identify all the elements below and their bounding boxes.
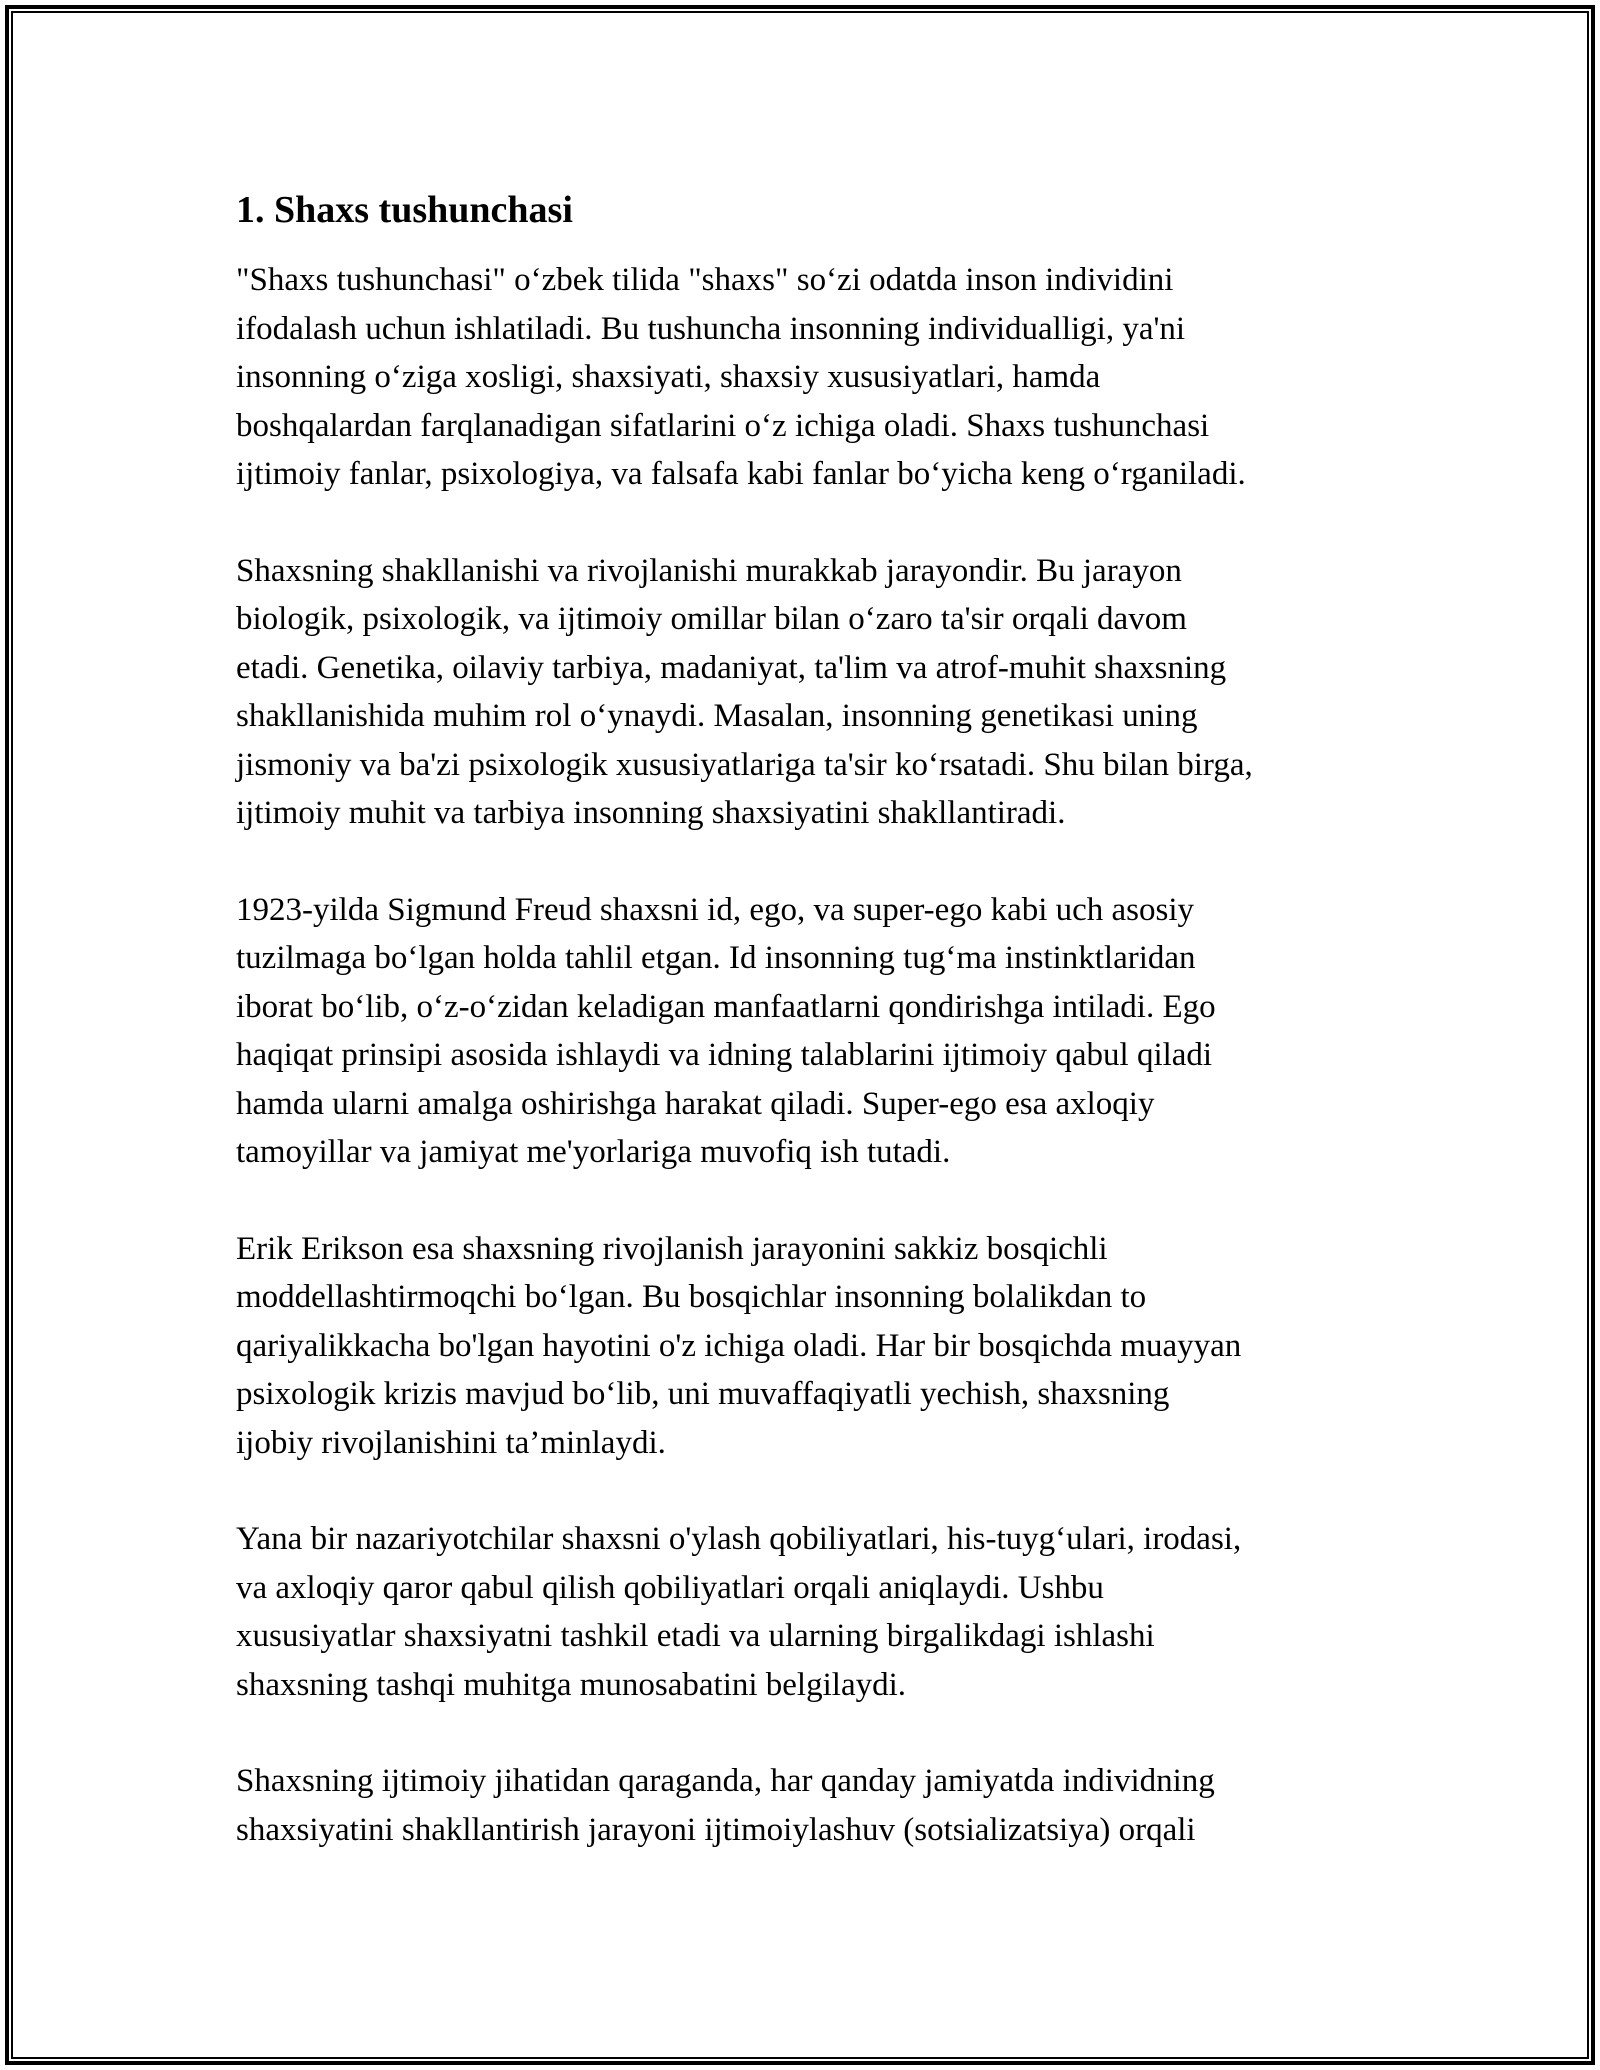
section-heading: 1. Shaxs tushunchasi <box>236 189 573 231</box>
paragraph-theorists: Yana bir nazariyotchilar shaxsni o'ylash qobiliyatlari, his-tuyg‘ulari, irodasi, va axloqiy qaror qabul qilish qobiliyatlari orqali aniqlaydi. Ushbu xususiyatlar shaxsiyatni tashkil etadi va ularning birgalikdagi ishlashi shaxsning tashqi muhitga munosabatini belgilaydi. <box>236 1521 1242 1703</box>
paragraph-erikson: Erik Erikson esa shaxsning rivojlanish jarayonini sakkiz bosqichli moddellashtirmoqchi bo‘lgan. Bu bosqichlar insonning bolalikdan to qariyalikkacha bo'lgan hayotini o'z ichiga oladi. Har bir bosqichda muayyan psixologik krizis mavjud bo‘lib, uni muvaffaqiyatli yechish, shaxsning ijobiy rivojlanishini ta’minlaydi. <box>236 1230 1242 1461</box>
paragraph-freud: 1923-yilda Sigmund Freud shaxsni id, ego, va super-ego kabi uch asosiy tuzilmaga bo‘lgan holda tahlil etgan. Id insonning tug‘ma instinktlaridan iborat bo‘lib, o‘z-o‘zidan keladigan manfaatlarni qondirishga intiladi. Ego haqiqat prinsipi asosida ishlaydi va idning talablarini ijtimoiy qabul qiladi hamda ularni amalga oshirishga harakat qiladi. Super-ego esa axloqiy tamoyillar va jamiyat me'yorlariga muvofiq ish tutadi. <box>236 891 1216 1170</box>
paragraph-formation: Shaxsning shakllanishi va rivojlanishi murakkab jarayondir. Bu jarayon biologik, psixologik, va ijtimoiy omillar bilan o‘zaro ta'sir orqali davom etadi. Genetika, oilaviy tarbiya, madaniyat, ta'lim va atrof-muhit shaxsning shakllanishida muhim rol o‘ynaydi. Masalan, insonning genetikasi uning jismoniy va ba'zi psixologik xususiyatlariga ta'sir ko‘rsatadi. Shu bilan birga, ijtimoiy muhit va tarbiya insonning shaxsiyatini shakllantiradi. <box>236 552 1253 831</box>
document-body <box>236 186 1386 1902</box>
paragraph-socialization: Shaxsning ijtimoiy jihatidan qaraganda, har qanday jamiyatda individning shaxsiyatini shakllantirish jarayoni ijtimoiylashuv (sotsializatsiya) orqali <box>236 1763 1215 1848</box>
paragraph-definition: "Shaxs tushunchasi" o‘zbek tilida "shaxs" so‘zi odatda inson individini ifodalash uchun ishlatiladi. Bu tushuncha insonning individualligi, ya'ni insonning o‘ziga xosligi, shaxsiyati, shaxsiy xususiyatlari, hamda boshqalardan farqlanadigan sifatlarini o‘z ichiga oladi. Shaxs tushunchasi ijtimoiy fanlar, psixologiya, va falsafa kabi fanlar bo‘yicha keng o‘rganiladi. <box>236 262 1246 492</box>
